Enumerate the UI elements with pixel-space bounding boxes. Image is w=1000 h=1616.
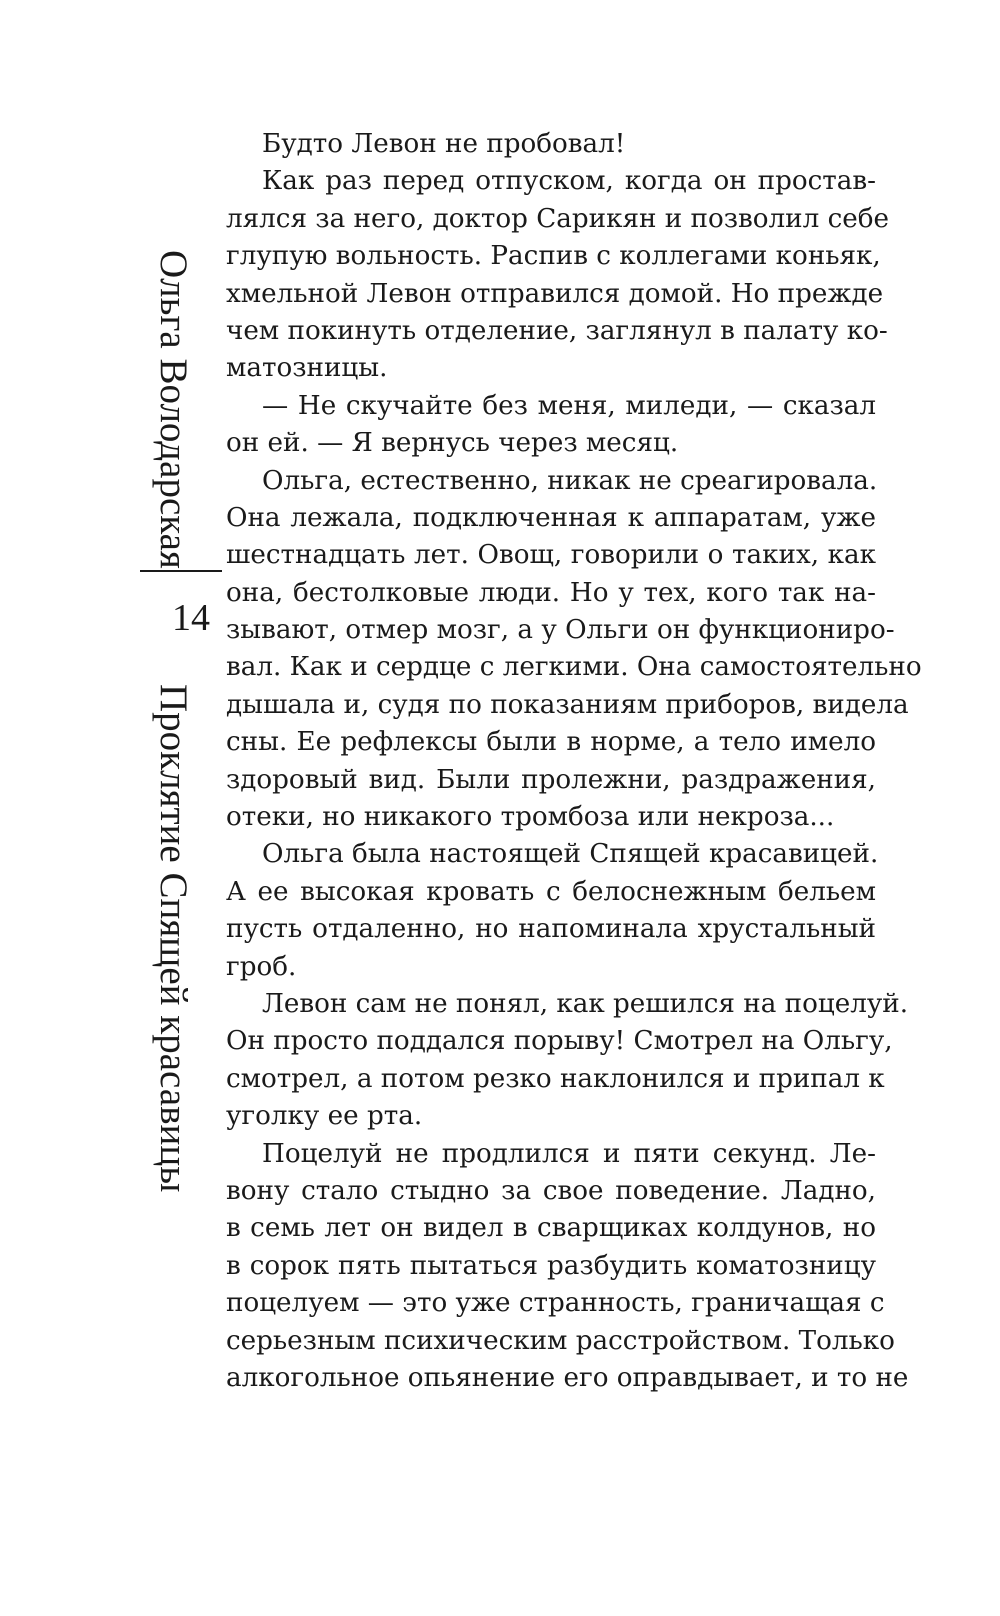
- page-number: 14: [172, 597, 210, 639]
- running-header-author: Ольга Володарская: [152, 250, 195, 569]
- text-line: Будто Левон не пробовал!: [262, 129, 626, 159]
- text-line: серьезным психическим расстройством. Только: [226, 1325, 895, 1356]
- text-line: Поцелуй не продлился и пяти секунд. Ле-: [262, 1138, 876, 1169]
- text-line: алкогольное опьянение его оправдывает, и то не: [226, 1362, 909, 1393]
- text-line: поцелуем — это уже странность, граничащая с: [226, 1288, 885, 1319]
- text-line: пусть отдаленно, но напоминала хрустальный: [226, 914, 876, 945]
- text-line: Ольга была настоящей Спящей красавицей.: [262, 839, 879, 870]
- text-line: Как раз перед отпуском, когда он простав-: [262, 166, 876, 197]
- text-line: лялся за него, доктор Сарикян и позволил себе: [226, 203, 890, 234]
- text-line: хмельной Левон отправился домой. Но прежде: [226, 278, 884, 309]
- text-line: глупую вольность. Распив с коллегами коньяк,: [226, 241, 881, 272]
- text-line: он ей. — Я вернусь через месяц.: [226, 428, 679, 459]
- running-header-title: Проклятие Спящей красавицы: [152, 684, 195, 1193]
- text-line: здоровый вид. Были пролежни, раздражения,: [226, 764, 876, 795]
- text-line: смотрел, а потом резко наклонился и припал к: [226, 1063, 885, 1094]
- text-line: вону стало стыдно за свое поведение. Ладно,: [226, 1175, 876, 1206]
- text-line: матозницы.: [226, 353, 388, 384]
- text-line: сны. Ее рефлексы были в норме, а тело имело: [226, 727, 876, 758]
- text-line: — Не скучайте без меня, миледи, — сказал: [262, 390, 876, 421]
- text-line: отеки, но никакого тромбоза или некроза...: [226, 802, 835, 833]
- text-line: она, бестолковые люди. Но у тех, кого так на-: [226, 577, 876, 608]
- text-line: Ольга, естественно, никак не среагировала.: [262, 465, 878, 496]
- text-line: Левон сам не понял, как решился на поцелуй.: [262, 988, 909, 1019]
- text-line: зывают, отмер мозг, а у Ольги он функциониро-: [226, 615, 895, 646]
- text-line: Она лежала, подключенная к аппаратам, уже: [226, 502, 876, 533]
- text-line: Он просто поддался порыву! Смотрел на Ольгу,: [226, 1026, 893, 1057]
- text-line: уголку ее рта.: [226, 1101, 423, 1132]
- text-line: дышала и, судя по показаниям приборов, видела: [226, 689, 909, 720]
- header-divider: [140, 570, 222, 572]
- body-text: [226, 126, 922, 1397]
- text-line: в сорок пять пытаться разбудить коматозницу: [226, 1250, 876, 1281]
- text-line: чем покинуть отделение, заглянул в палату ко-: [226, 315, 888, 346]
- text-line: в семь лет он видел в сварщиках колдунов, но: [226, 1213, 876, 1244]
- text-line: А ее высокая кровать с белоснежным бельем: [226, 876, 876, 907]
- text-line: шестнадцать лет. Овощ, говорили о таких, как: [226, 540, 876, 571]
- text-line: гроб.: [226, 951, 297, 982]
- text-line: вал. Как и сердце с легкими. Она самостоятельно: [226, 652, 922, 683]
